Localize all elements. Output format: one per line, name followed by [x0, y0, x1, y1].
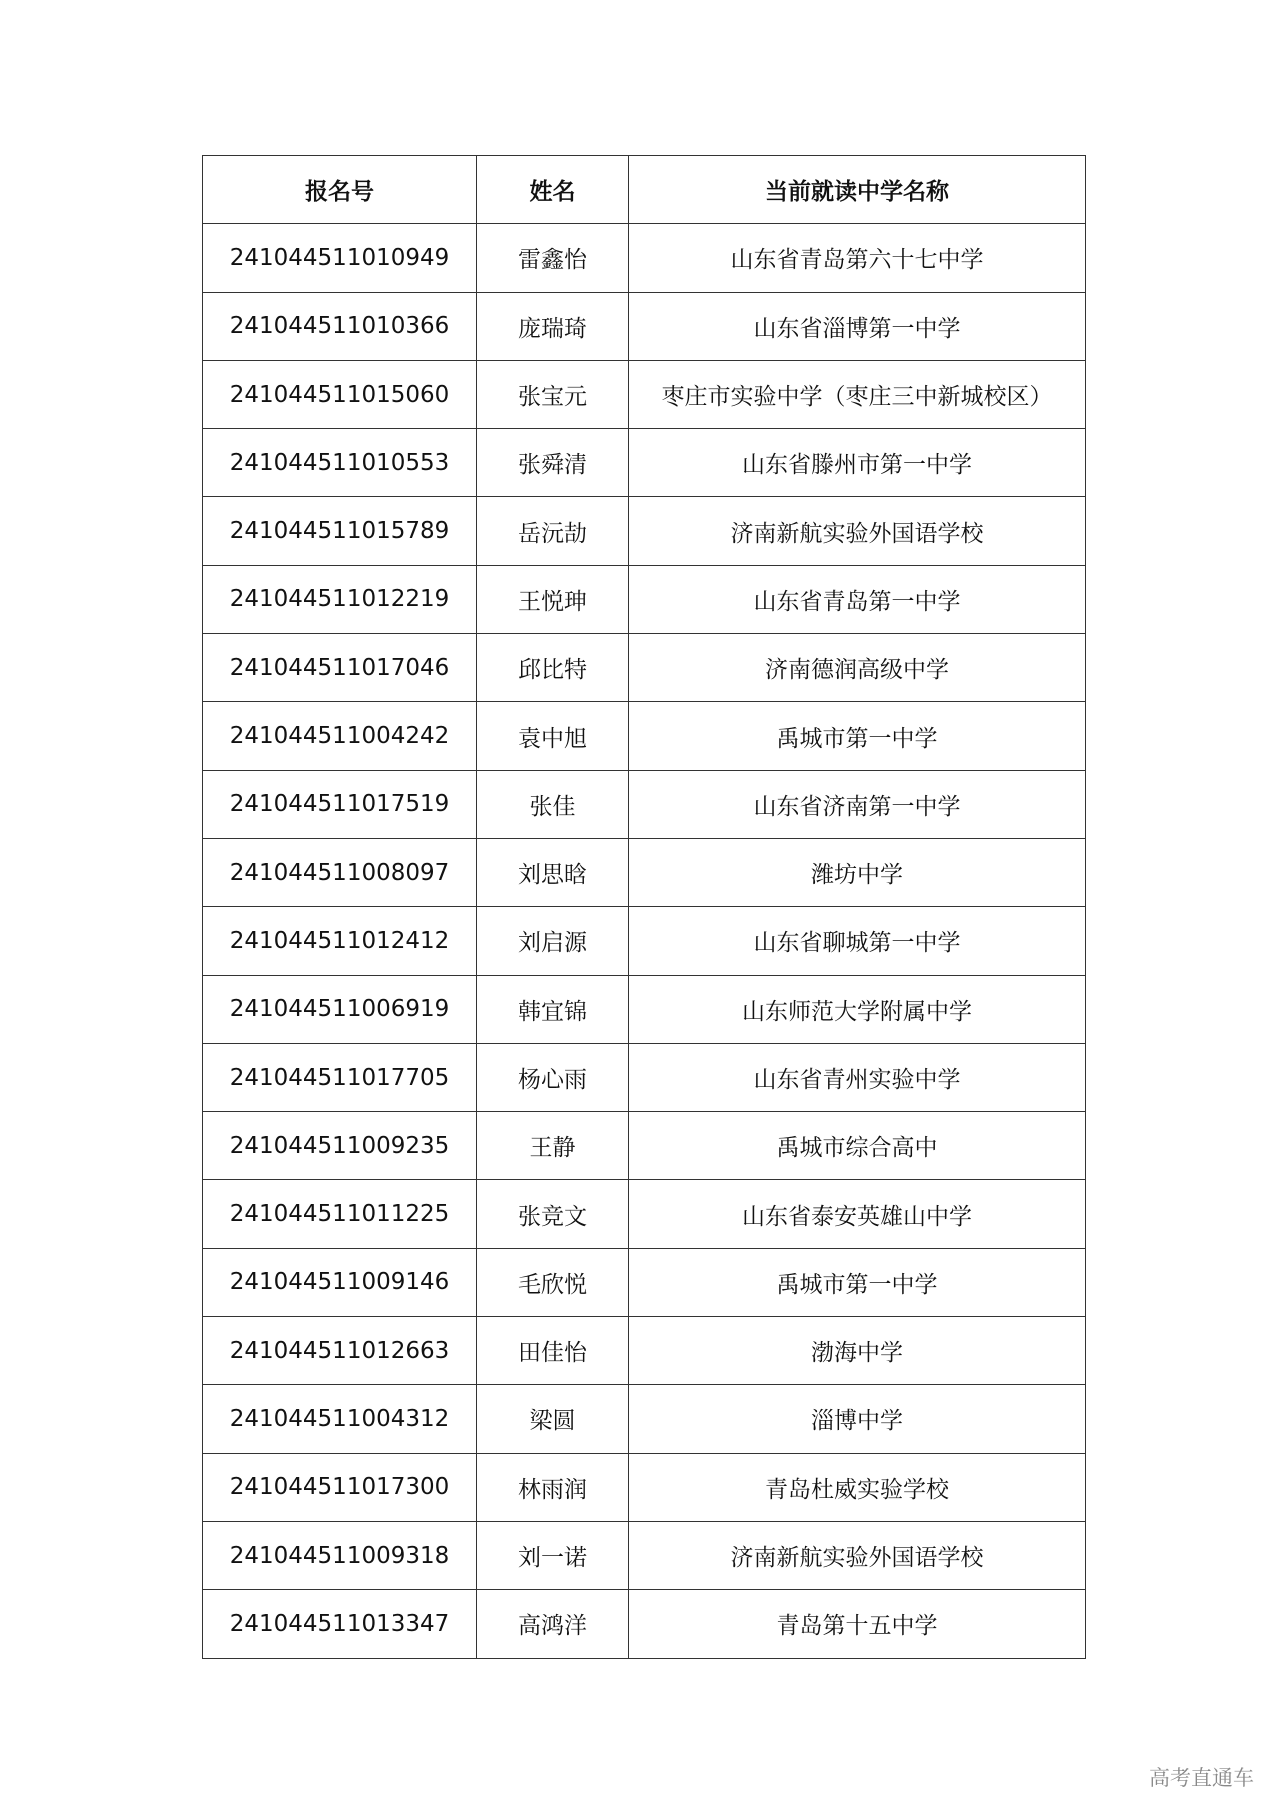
student-name-cell: 林雨润	[477, 1453, 629, 1521]
header-registration-number: 报名号	[203, 156, 477, 224]
school-name-cell: 山东省青州实验中学	[629, 1043, 1086, 1111]
student-name-cell: 刘思晗	[477, 838, 629, 906]
registration-number-cell: 241044511009318	[203, 1521, 477, 1589]
school-name-cell: 济南新航实验外国语学校	[629, 497, 1086, 565]
student-name-cell: 邱比特	[477, 634, 629, 702]
school-name-cell: 济南新航实验外国语学校	[629, 1521, 1086, 1589]
table-row	[203, 224, 1086, 292]
school-name-cell: 渤海中学	[629, 1317, 1086, 1385]
student-name-cell: 韩宜锦	[477, 975, 629, 1043]
school-name-cell: 青岛第十五中学	[629, 1590, 1086, 1658]
registration-number-cell: 241044511015789	[203, 497, 477, 565]
registration-number-cell: 241044511010366	[203, 292, 477, 360]
table-row	[203, 292, 1086, 360]
watermark: 高考直通车	[1149, 1766, 1254, 1790]
student-name-cell: 高鸿洋	[477, 1590, 629, 1658]
registration-number-cell: 241044511017705	[203, 1043, 477, 1111]
student-name-cell: 王静	[477, 1112, 629, 1180]
student-name-cell: 王悦珅	[477, 565, 629, 633]
school-name-cell: 山东省济南第一中学	[629, 770, 1086, 838]
school-name-cell: 山东省淄博第一中学	[629, 292, 1086, 360]
school-name-cell: 青岛杜威实验学校	[629, 1453, 1086, 1521]
table-row	[203, 702, 1086, 770]
registration-number-cell: 241044511015060	[203, 360, 477, 428]
registration-number-cell: 241044511013347	[203, 1590, 477, 1658]
table-row	[203, 497, 1086, 565]
registration-number-cell: 241044511012412	[203, 907, 477, 975]
student-name-cell: 张佳	[477, 770, 629, 838]
table-row	[203, 1112, 1086, 1180]
table-row	[203, 429, 1086, 497]
registration-number-cell: 241044511008097	[203, 838, 477, 906]
admission-list-table	[202, 155, 1086, 1659]
student-name-cell: 梁圆	[477, 1385, 629, 1453]
table-row	[203, 1453, 1086, 1521]
registration-number-cell: 241044511009235	[203, 1112, 477, 1180]
table-row	[203, 1385, 1086, 1453]
registration-number-cell: 241044511010553	[203, 429, 477, 497]
school-name-cell: 山东省滕州市第一中学	[629, 429, 1086, 497]
student-name-cell: 岳沅劼	[477, 497, 629, 565]
student-name-cell: 毛欣悦	[477, 1248, 629, 1316]
table-header-row	[203, 156, 1086, 224]
registration-number-cell: 241044511009146	[203, 1248, 477, 1316]
student-name-cell: 刘启源	[477, 907, 629, 975]
registration-number-cell: 241044511012663	[203, 1317, 477, 1385]
student-name-cell: 袁中旭	[477, 702, 629, 770]
table-row	[203, 1521, 1086, 1589]
registration-number-cell: 241044511012219	[203, 565, 477, 633]
table-row	[203, 1180, 1086, 1248]
table-row	[203, 634, 1086, 702]
header-name: 姓名	[477, 156, 629, 224]
header-school: 当前就读中学名称	[629, 156, 1086, 224]
student-name-cell: 雷鑫怡	[477, 224, 629, 292]
student-name-cell: 庞瑞琦	[477, 292, 629, 360]
student-name-cell: 张舜清	[477, 429, 629, 497]
school-name-cell: 潍坊中学	[629, 838, 1086, 906]
registration-number-cell: 241044511011225	[203, 1180, 477, 1248]
school-name-cell: 枣庄市实验中学（枣庄三中新城校区）	[629, 360, 1086, 428]
registration-number-cell: 241044511010949	[203, 224, 477, 292]
table-row	[203, 565, 1086, 633]
registration-number-cell: 241044511017519	[203, 770, 477, 838]
registration-number-cell: 241044511017046	[203, 634, 477, 702]
school-name-cell: 禹城市第一中学	[629, 1248, 1086, 1316]
school-name-cell: 淄博中学	[629, 1385, 1086, 1453]
registration-number-cell: 241044511006919	[203, 975, 477, 1043]
student-name-cell: 张宝元	[477, 360, 629, 428]
table-row	[203, 1317, 1086, 1385]
table-row	[203, 1590, 1086, 1658]
table-row	[203, 360, 1086, 428]
school-name-cell: 山东师范大学附属中学	[629, 975, 1086, 1043]
school-name-cell: 禹城市第一中学	[629, 702, 1086, 770]
table-row	[203, 907, 1086, 975]
student-name-cell: 刘一诺	[477, 1521, 629, 1589]
school-name-cell: 山东省青岛第一中学	[629, 565, 1086, 633]
registration-number-cell: 241044511004312	[203, 1385, 477, 1453]
table-row	[203, 838, 1086, 906]
school-name-cell: 山东省青岛第六十七中学	[629, 224, 1086, 292]
registration-number-cell: 241044511017300	[203, 1453, 477, 1521]
registration-number-cell: 241044511004242	[203, 702, 477, 770]
school-name-cell: 山东省泰安英雄山中学	[629, 1180, 1086, 1248]
school-name-cell: 禹城市综合高中	[629, 1112, 1086, 1180]
student-name-cell: 田佳怡	[477, 1317, 629, 1385]
student-name-cell: 张竞文	[477, 1180, 629, 1248]
table-row	[203, 1043, 1086, 1111]
school-name-cell: 济南德润高级中学	[629, 634, 1086, 702]
table-row	[203, 1248, 1086, 1316]
school-name-cell: 山东省聊城第一中学	[629, 907, 1086, 975]
table-row	[203, 975, 1086, 1043]
student-name-cell: 杨心雨	[477, 1043, 629, 1111]
table-row	[203, 770, 1086, 838]
